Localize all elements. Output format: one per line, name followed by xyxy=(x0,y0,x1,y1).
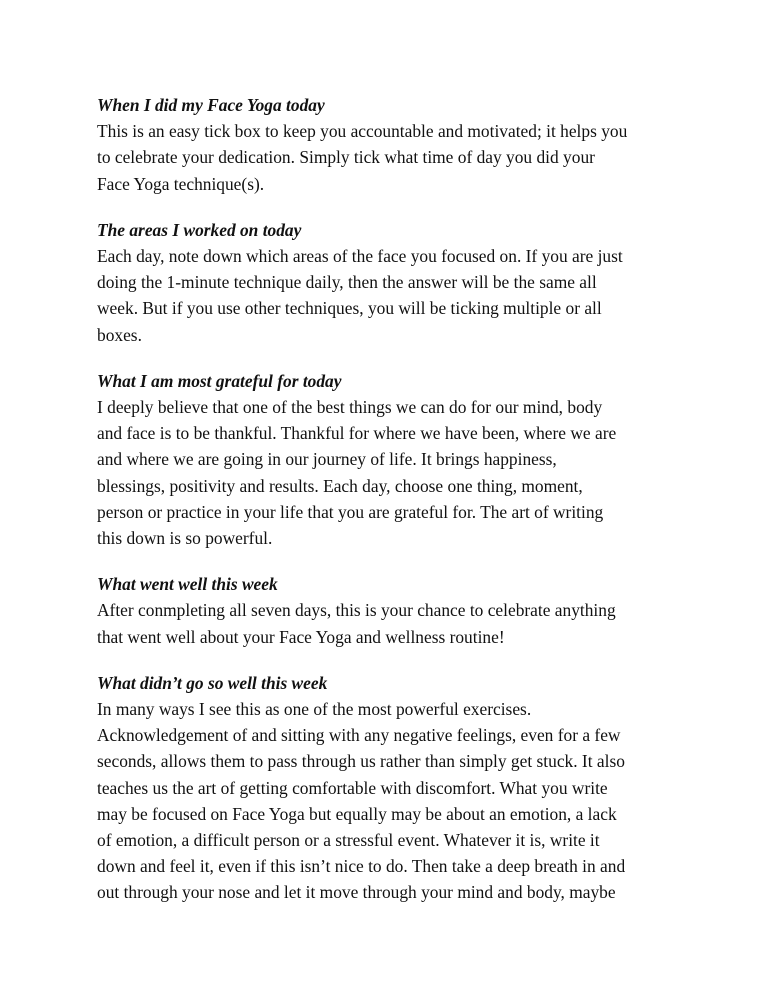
paragraph-line: After conmpleting all seven days, this is your chance to celebrate anything xyxy=(97,600,616,621)
paragraph-line: may be focused on Face Yoga but equally may be about an emotion, a lack xyxy=(97,803,617,824)
section-heading: What I am most grateful for today xyxy=(97,370,342,391)
section-face-yoga-today xyxy=(97,92,687,197)
paragraph-line: In many ways I see this as one of the most powerful exercises. xyxy=(97,699,532,720)
paragraph-line: Acknowledgement of and sitting with any negative feelings, even for a few xyxy=(97,725,621,746)
paragraph-line: teaches us the art of getting comfortable with discomfort. What you write xyxy=(97,777,608,798)
paragraph-line: to celebrate your dedication. Simply tick what time of day you did your xyxy=(97,147,595,168)
paragraph-line: Face Yoga technique(s). xyxy=(97,173,265,194)
paragraph-line: seconds, allows them to pass through us rather than simply get stuck. It also xyxy=(97,751,625,772)
paragraph-line: blessings, positivity and results. Each day, choose one thing, moment, xyxy=(97,475,583,496)
section-heading: What didn’t go so well this week xyxy=(97,672,328,693)
paragraph-line: This is an easy tick box to keep you accountable and motivated; it helps you xyxy=(97,121,628,142)
section-areas-worked xyxy=(97,217,687,348)
paragraph-line: of emotion, a difficult person or a stressful event. Whatever it is, write it xyxy=(97,830,600,851)
paragraph-line: doing the 1-minute technique daily, then the answer will be the same all xyxy=(97,272,597,293)
paragraph-line: I deeply believe that one of the best things we can do for our mind, body xyxy=(97,397,603,418)
section-heading: When I did my Face Yoga today xyxy=(97,95,325,115)
section-didnt-go-well xyxy=(97,670,687,906)
document-body xyxy=(97,92,687,926)
paragraph-line: boxes. xyxy=(97,324,142,345)
section-grateful-today xyxy=(97,368,687,551)
paragraph-line: that went well about your Face Yoga and wellness routine! xyxy=(97,626,505,647)
paragraph-line: week. But if you use other techniques, you will be ticking multiple or all xyxy=(97,298,602,319)
section-heading: What went well this week xyxy=(97,574,278,595)
section-heading: The areas I worked on today xyxy=(97,219,302,240)
paragraph-line: this down is so powerful. xyxy=(97,528,273,549)
section-went-well xyxy=(97,571,687,650)
paragraph-line: person or practice in your life that you are grateful for. The art of writing xyxy=(97,501,604,522)
paragraph-line: down and feel it, even if this isn’t nice to do. Then take a deep breath in and xyxy=(97,856,626,877)
paragraph-line: and where we are going in our journey of life. It brings happiness, xyxy=(97,449,557,470)
paragraph-line: Each day, note down which areas of the face you focused on. If you are just xyxy=(97,246,623,267)
paragraph-line: out through your nose and let it move through your mind and body, maybe xyxy=(97,882,616,903)
paragraph-line: and face is to be thankful. Thankful for where we have been, where we are xyxy=(97,423,617,444)
